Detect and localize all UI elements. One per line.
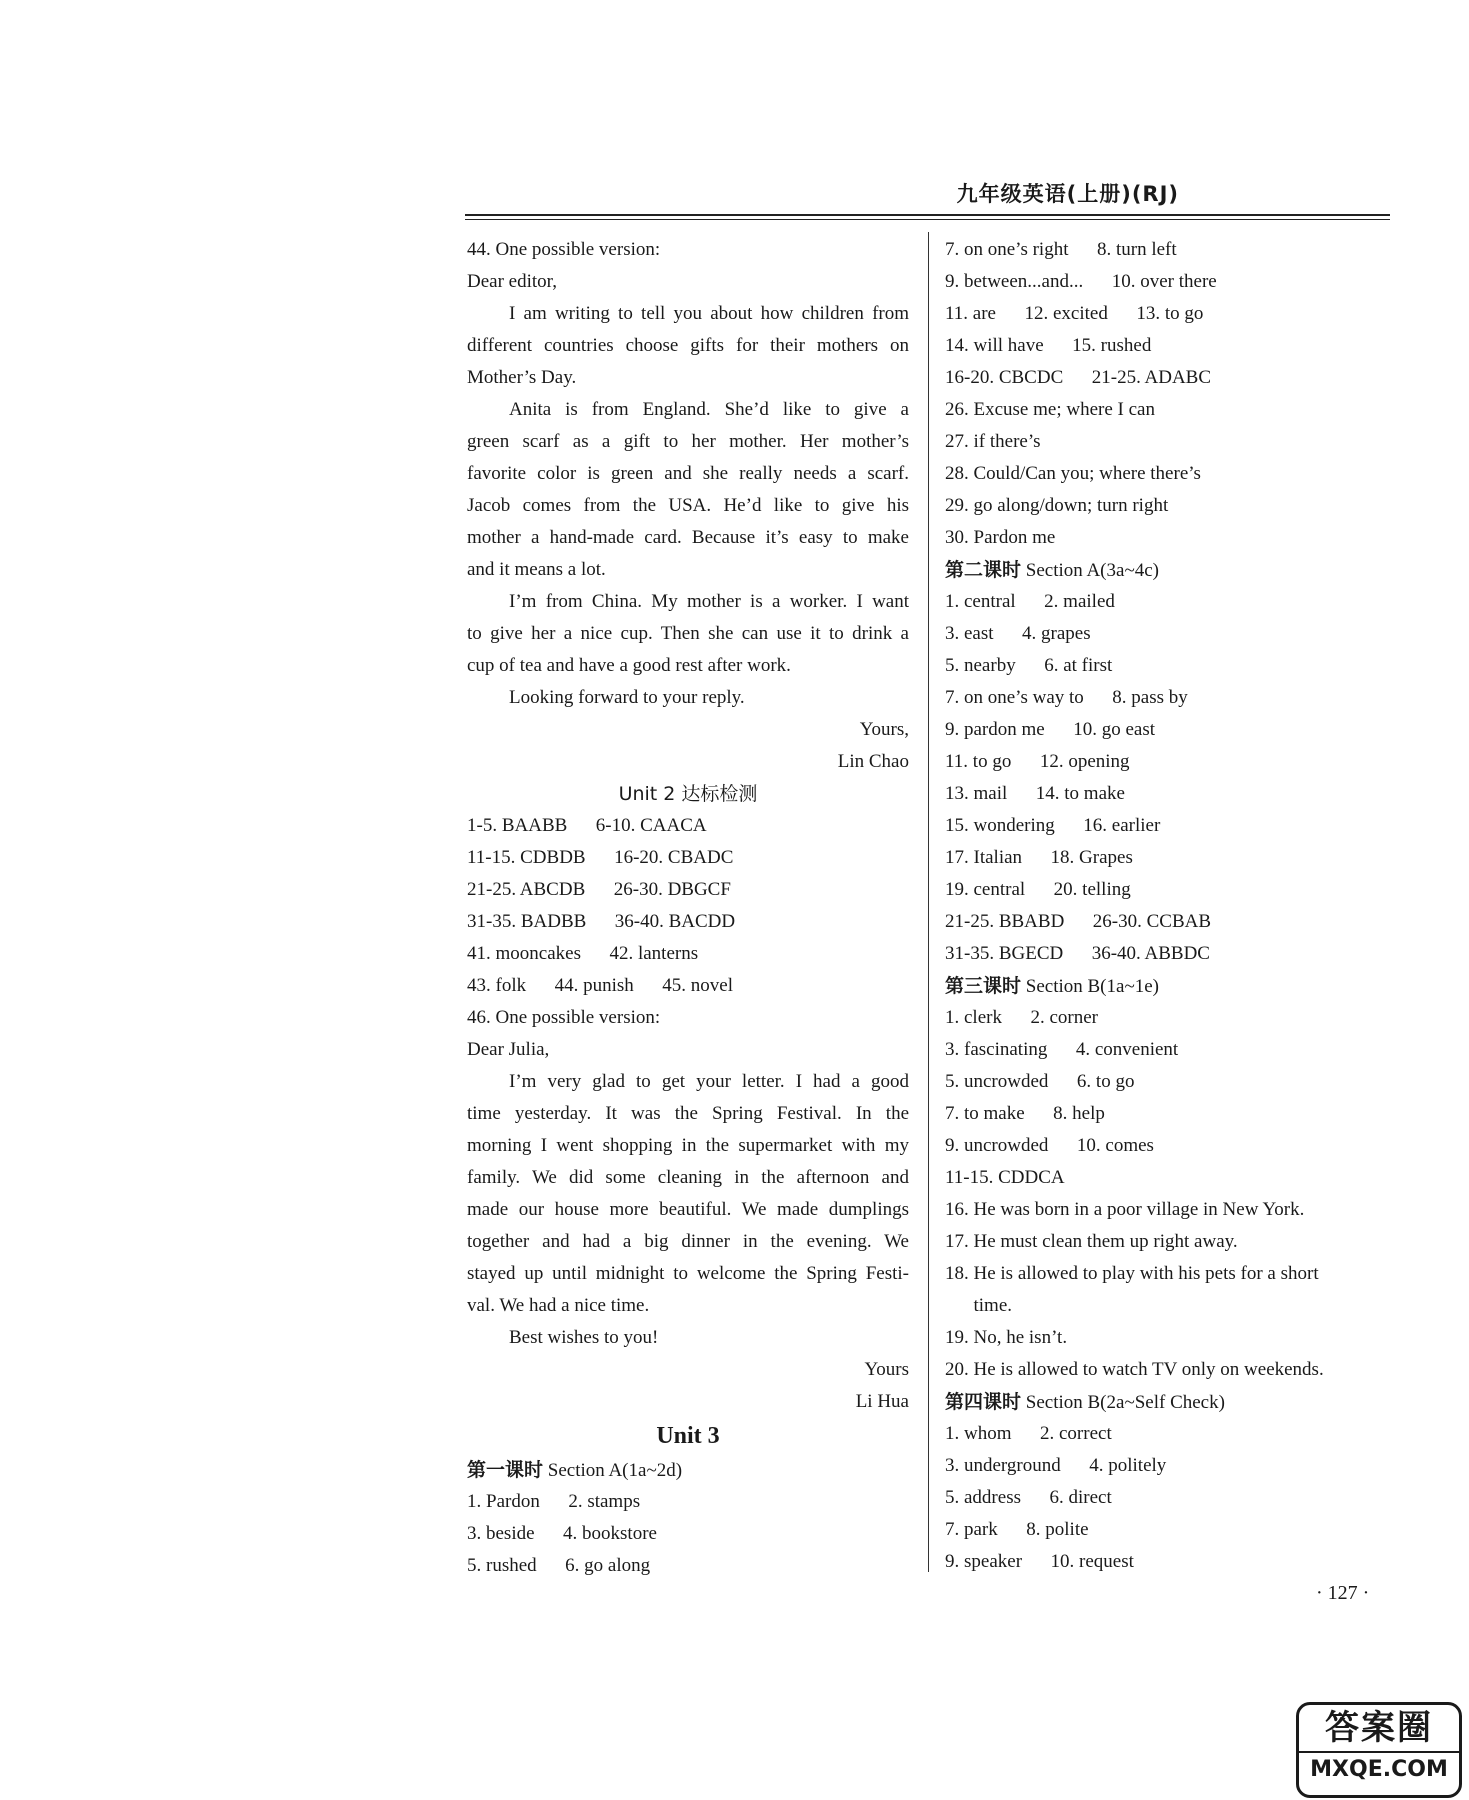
lesson-label: 第三课时 xyxy=(945,975,1022,997)
page-number: · 127 · xyxy=(1316,1582,1370,1604)
answer-line: 9. uncrowded 10. comes xyxy=(945,1135,1154,1156)
letter-line: stayed up until midnight to welcome the Spring Festi- xyxy=(467,1263,909,1284)
letter-line: to give her a nice cup. Then she can use it to drink a xyxy=(467,623,909,644)
letter-line: Jacob comes from the USA. He’d like to give his xyxy=(467,495,909,516)
answer-line: 21-25. ABCDB 26-30. DBGCF xyxy=(467,879,731,900)
answer-line: 7. on one’s right 8. turn left xyxy=(945,239,1177,260)
answer-line: 18. He is allowed to play with his pets for a short xyxy=(945,1263,1319,1284)
answer-line: 21-25. BBABD 26-30. CCBAB xyxy=(945,911,1212,932)
letter-line: together and had a big dinner in the evening. We xyxy=(467,1231,909,1252)
answer-line: 7. park 8. polite xyxy=(945,1519,1089,1540)
lesson4-heading xyxy=(945,1386,1390,1418)
letter-editor xyxy=(467,266,909,778)
answer-line: 28. Could/Can you; where there’s xyxy=(945,463,1201,484)
unit2-test-heading: Unit 2 达标检测 xyxy=(618,783,758,805)
q44-label: 44. One possible version: xyxy=(467,239,661,260)
unit2-answers xyxy=(467,810,909,1002)
answer-line: 17. He must clean them up right away. xyxy=(945,1231,1238,1252)
letter-line: time yesterday. It was the Spring Festival. In the xyxy=(467,1103,909,1124)
letter-line: different countries choose gifts for their mothers on xyxy=(467,335,909,356)
answer-line: 41. mooncakes 42. lanterns xyxy=(467,943,699,964)
answer-line: 43. folk 44. punish 45. novel xyxy=(467,975,733,996)
lesson3-heading xyxy=(945,970,1390,1002)
letter-line: green scarf as a gift to her mother. Her mother’s xyxy=(467,431,909,452)
answer-line: 5. rushed 6. go along xyxy=(467,1555,651,1576)
answer-line: 7. to make 8. help xyxy=(945,1103,1105,1124)
left-column xyxy=(467,234,909,1582)
answer-line: 27. if there’s xyxy=(945,431,1041,452)
right-column xyxy=(945,234,1390,1578)
q46-label: 46. One possible version: xyxy=(467,1007,661,1028)
letter-line: cup of tea and have a good rest after work. xyxy=(467,655,791,676)
lesson-label: 第一课时 xyxy=(467,1459,544,1481)
letter-greeting: Dear editor, xyxy=(467,271,557,292)
letter-julia xyxy=(467,1034,909,1418)
answer-line: 17. Italian 18. Grapes xyxy=(945,847,1133,868)
answer-line: 30. Pardon me xyxy=(945,527,1056,548)
answer-line: 15. wondering 16. earlier xyxy=(945,815,1161,836)
answer-line: 31-35. BGECD 36-40. ABBDC xyxy=(945,943,1210,964)
answer-line: 5. uncrowded 6. to go xyxy=(945,1071,1135,1092)
answer-line: 3. east 4. grapes xyxy=(945,623,1091,644)
letter-signoff: Yours, xyxy=(859,719,909,740)
answer-line: 9. pardon me 10. go east xyxy=(945,719,1156,740)
lesson3-answers xyxy=(945,1002,1390,1386)
answer-line: 11-15. CDBDB 16-20. CBADC xyxy=(467,847,734,868)
answer-line: 16. He was born in a poor village in New York. xyxy=(945,1199,1305,1220)
answer-line: 1-5. BAABB 6-10. CAACA xyxy=(467,815,707,836)
answer-line: 3. beside 4. bookstore xyxy=(467,1523,657,1544)
lesson-label: 第四课时 xyxy=(945,1391,1022,1413)
answer-line: 31-35. BADBB 36-40. BACDD xyxy=(467,911,736,932)
letter-line: favorite color is green and she really needs a scarf. xyxy=(467,463,909,484)
unit3-heading: Unit 3 xyxy=(656,1423,720,1449)
lesson2-heading xyxy=(945,554,1390,586)
answer-line: 9. speaker 10. request xyxy=(945,1551,1134,1572)
answer-line: 19. central 20. telling xyxy=(945,879,1131,900)
answer-line: 16-20. CBCDC 21-25. ADABC xyxy=(945,367,1212,388)
letter-line: I am writing to tell you about how children from xyxy=(509,303,909,324)
answer-line: 14. will have 15. rushed xyxy=(945,335,1152,356)
header-rule xyxy=(465,214,1390,216)
letter-greeting: Dear Julia, xyxy=(467,1039,550,1060)
answer-line: 3. underground 4. politely xyxy=(945,1455,1167,1476)
answer-line: 3. fascinating 4. convenient xyxy=(945,1039,1179,1060)
letter-line: family. We did some cleaning in the afternoon and xyxy=(467,1167,909,1188)
letter-line: made our house more beautiful. We made dumplings xyxy=(467,1199,909,1220)
watermark-bottom: MXQE.COM xyxy=(1299,1751,1459,1787)
letter-line: morning I went shopping in the supermarket with my xyxy=(467,1135,909,1156)
answer-line: time. xyxy=(945,1295,1013,1316)
lesson-label: 第二课时 xyxy=(945,559,1022,581)
letter-line: I’m from China. My mother is a worker. I want xyxy=(509,591,909,612)
column-divider xyxy=(928,232,929,1572)
letter-line: Anita is from England. She’d like to give a xyxy=(509,399,909,420)
answer-line: 5. nearby 6. at first xyxy=(945,655,1113,676)
answer-line: 1. clerk 2. corner xyxy=(945,1007,1098,1028)
answer-line: 9. between...and... 10. over there xyxy=(945,271,1217,292)
answer-line: 11-15. CDDCA xyxy=(945,1167,1065,1188)
letter-line: I’m very glad to get your letter. I had a good xyxy=(509,1071,909,1092)
letter-signoff: Yours xyxy=(864,1359,909,1380)
letter-closing: Looking forward to your reply. xyxy=(509,687,745,708)
answer-line: 11. are 12. excited 13. to go xyxy=(945,303,1204,324)
answer-line: 20. He is allowed to watch TV only on weekends. xyxy=(945,1359,1324,1380)
letter-line: and it means a lot. xyxy=(467,559,606,580)
watermark-top: 答案圈 xyxy=(1325,1708,1433,1748)
lesson1-answers-cont xyxy=(945,234,1390,554)
answer-line: 1. central 2. mailed xyxy=(945,591,1115,612)
book-title: 九年级英语(上册)(RJ) xyxy=(956,182,1179,206)
answer-line: 13. mail 14. to make xyxy=(945,783,1125,804)
lesson4-answers xyxy=(945,1418,1390,1578)
lesson-section: Section A(1a~2d) xyxy=(543,1460,683,1481)
answer-line: 11. to go 12. opening xyxy=(945,751,1130,772)
answer-line: 1. Pardon 2. stamps xyxy=(467,1491,641,1512)
answer-line: 26. Excuse me; where I can xyxy=(945,399,1155,420)
answer-line: 7. on one’s way to 8. pass by xyxy=(945,687,1188,708)
letter-signature: Lin Chao xyxy=(837,751,909,772)
answer-line: 19. No, he isn’t. xyxy=(945,1327,1068,1348)
lesson1-answers xyxy=(467,1486,909,1582)
header-rule-thin xyxy=(465,219,1390,220)
answer-line: 29. go along/down; turn right xyxy=(945,495,1169,516)
letter-closing: Best wishes to you! xyxy=(509,1327,659,1348)
letter-line: Mother’s Day. xyxy=(467,367,577,388)
lesson-section: Section A(3a~4c) xyxy=(1021,560,1159,581)
lesson1-heading xyxy=(467,1454,909,1486)
site-logo-watermark xyxy=(1296,1702,1462,1798)
answer-line: 1. whom 2. correct xyxy=(945,1423,1112,1444)
lesson2-answers xyxy=(945,586,1390,970)
letter-line: val. We had a nice time. xyxy=(467,1295,650,1316)
lesson-section: Section B(1a~1e) xyxy=(1021,976,1159,997)
letter-signature: Li Hua xyxy=(855,1391,909,1412)
lesson-section: Section B(2a~Self Check) xyxy=(1021,1392,1225,1413)
answer-line: 5. address 6. direct xyxy=(945,1487,1112,1508)
letter-line: mother a hand-made card. Because it’s easy to make xyxy=(467,527,909,548)
